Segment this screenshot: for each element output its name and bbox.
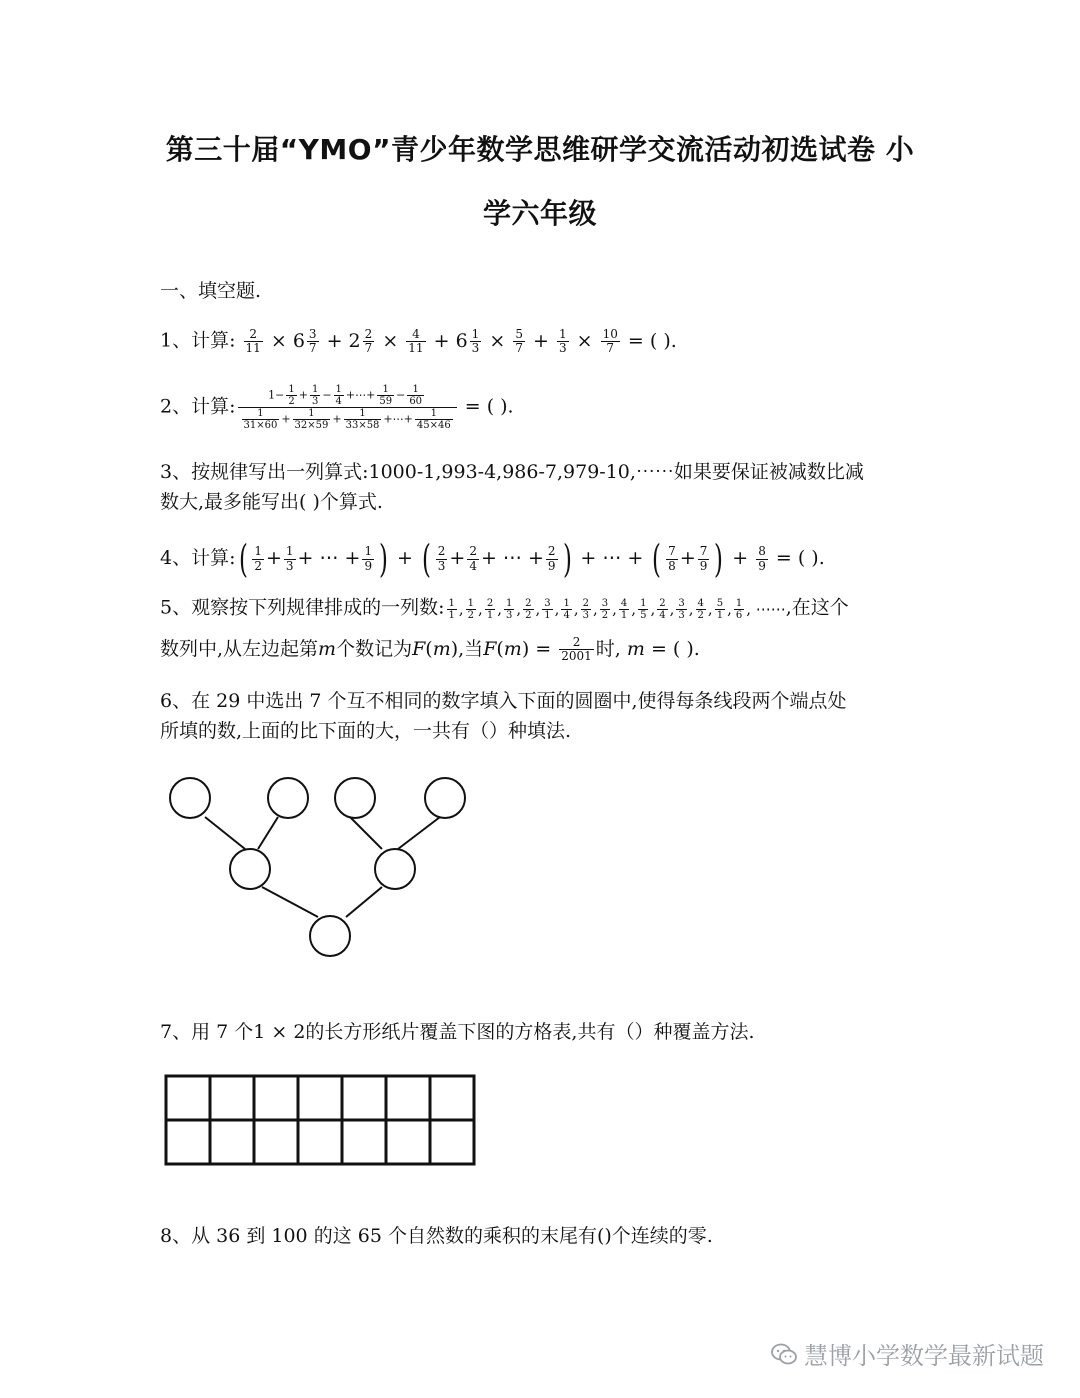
question-4 <box>160 537 825 581</box>
question-3-line2: 数大,最多能写出( )个算式. <box>160 491 383 513</box>
question-5-prefix: 5、观察按下列规律排成的一列数: <box>160 596 445 619</box>
question-2-suffix: = ( ). <box>464 395 514 418</box>
page-title-continued: 学六年级 <box>482 197 597 230</box>
page-title: 第三十届“YMO”青少年数学思维研学交流活动初选试卷 小 <box>165 133 915 166</box>
question-5-line2 <box>160 636 700 663</box>
circle-node <box>230 849 270 889</box>
question-5-line1 <box>160 598 849 621</box>
edge <box>346 887 382 917</box>
question-2-prefix: 2、计算: <box>160 395 236 418</box>
grid-table-diagram <box>160 1072 480 1172</box>
edge <box>205 817 245 849</box>
question-1 <box>160 328 677 355</box>
circle-node <box>335 778 375 818</box>
question-2-numerator: 1− $\frac{1}{2}$ + $\frac{1}{3}$ − $\frac{1}{4}$ +⋯+ $\frac{1}{59}$ − $\frac{1}{60}$ <box>238 384 457 408</box>
wechat-icon <box>770 1342 798 1366</box>
circle-node <box>170 778 210 818</box>
watermark <box>770 1336 1044 1371</box>
circle-tree-diagram <box>150 765 490 970</box>
circle-node <box>425 778 465 818</box>
question-1-expression: $\frac{2}{11}$ × 6 $\frac{3}{7}$ + 2 $\frac{2}{7}$ × $\frac{4}{11}$ + 6 $\frac{1}{3}$ × $\frac{5}{7}$ + $\frac{1}{3}$ × $\frac{10}{7}$ = ( ). <box>245 327 677 356</box>
question-4-expression: ( $\frac{1}{2}$ + $\frac{1}{3}$ + ⋯ + $\frac{1}{9}$ ) + ( $\frac{2}{3}$ + $\frac{2}{4}$ + ⋯ + $\frac{2}{9}$ ) + ⋯ + ( $\frac{7}{8}$ + $\frac{7}{9}$ ) + $\frac{8}{9}$ = ( ). <box>238 537 825 581</box>
question-8: 8、从 36 到 100 的这 65 个自然数的乘积的末尾有()个连续的零. <box>160 1225 713 1247</box>
question-5-line1-suffix: ,在这个 <box>785 596 849 619</box>
question-6-line2: 所填的数,上面的比下面的大，一共有（）种填法. <box>160 720 572 742</box>
circle-node <box>310 916 350 956</box>
circle-node <box>375 849 415 889</box>
section-heading: 一、填空题. <box>160 280 262 302</box>
question-4-prefix: 4、计算: <box>160 547 236 569</box>
question-5-sequence: $\frac{1}{1}$ , $\frac{1}{2}$ , $\frac{2}{1}$ , $\frac{1}{3}$ , $\frac{2}{2}$ , $\frac{3}{1}$ , $\frac{1}{4}$ , $\frac{2}{3}$ , $\frac{3}{2}$ , $\frac{4}{1}$ , $\frac{1}{5}$ , $\frac{2}{4}$ , $\frac{3}{3}$ , $\frac{4}{2}$ , $\frac{5}{1}$ , $\frac{1}{6}$ , ⋯⋯ <box>448 598 786 621</box>
question-6-line1: 6、在 29 中选出 7 个互不相同的数字填入下面的圆圈中,使得每条线段两个端点处 <box>160 690 847 712</box>
edge <box>258 817 278 849</box>
question-3-line1: 3、按规律写出一列算式:1000-1,993-4,986-7,979-10,⋯⋯如果要保证被减数比减 <box>160 461 864 483</box>
question-2-fraction <box>238 384 457 431</box>
question-5-line2-text: 数列中,从左边起第m个数记为F(m),当F(m) = $\frac{2}{2001}$ 时, m = ( ). <box>160 635 700 664</box>
edge <box>262 887 318 917</box>
question-2 <box>160 384 514 431</box>
edge <box>398 817 440 849</box>
edge <box>350 817 382 849</box>
question-1-prefix: 1、计算: <box>160 329 236 352</box>
question-7: 7、用 7 个1 × 2的长方形纸片覆盖下图的方格表,共有（）种覆盖方法. <box>160 1021 755 1043</box>
question-2-denominator: $\frac{1}{31\times 60}$ + $\frac{1}{32\times 59}$ + $\frac{1}{33\times 58}$ +⋯+ $\frac{1}{45\times 46}$ <box>243 408 451 431</box>
watermark-text: 慧博小学数学最新试题 <box>804 1342 1044 1370</box>
circle-node <box>268 778 308 818</box>
